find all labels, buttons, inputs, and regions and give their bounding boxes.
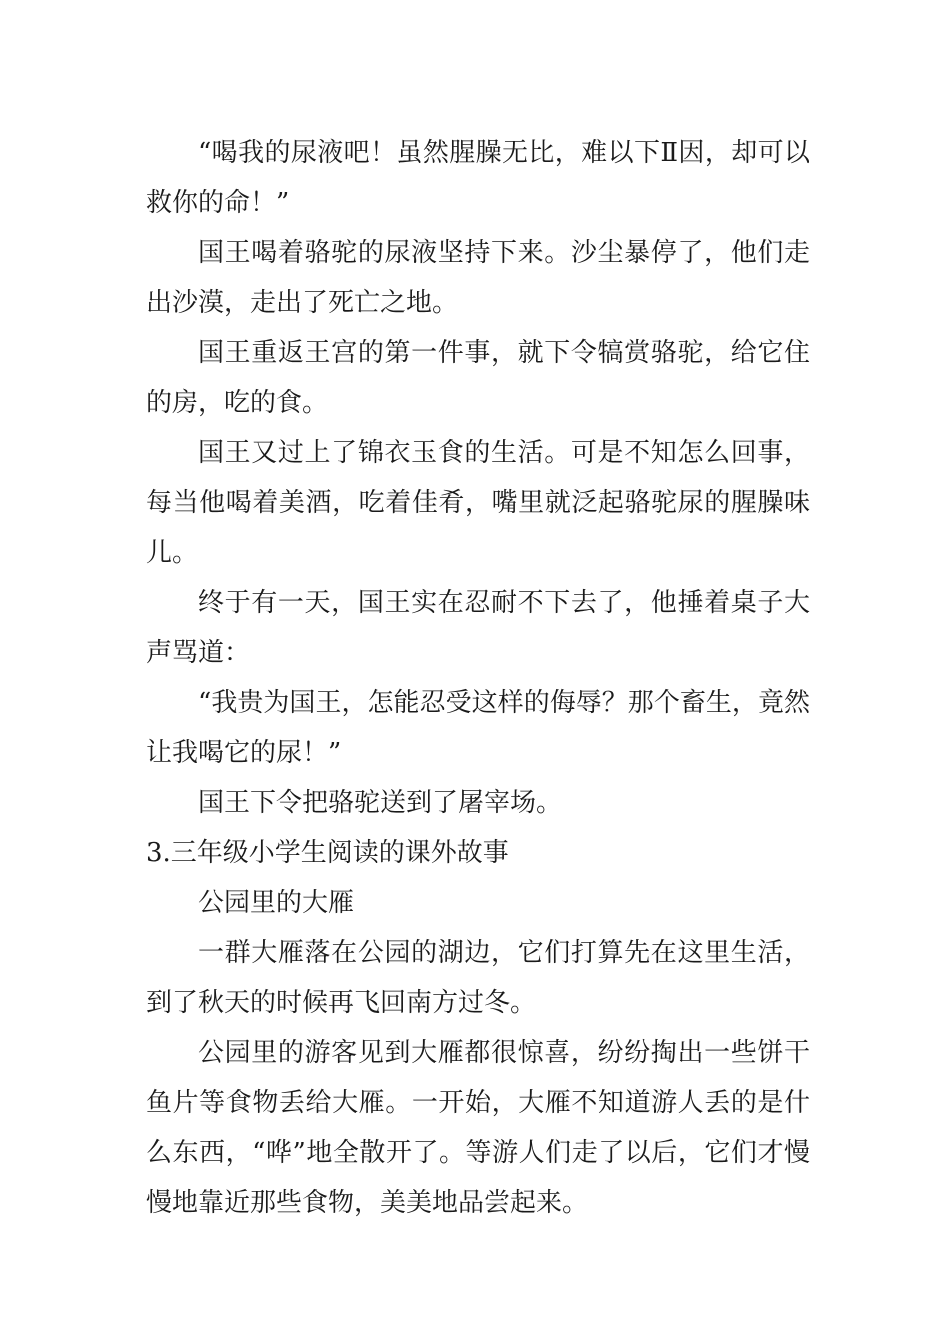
paragraph: 终于有一天，国王实在忍耐不下去了，他捶着桌子大声骂道： [146, 588, 810, 668]
paragraph: 国王下令把骆驼送到了屠宰场。 [198, 788, 563, 818]
paragraph: “喝我的尿液吧！虽然腥臊无比，难以下Ⅱ因，却可以救你的命！” [146, 138, 810, 218]
section-heading: 3.三年级小学生阅读的课外故事 [146, 838, 509, 868]
paragraph: 国王又过上了锦衣玉食的生活。可是不知怎么回事，每当他喝着美酒，吃着佳肴，嘴里就泛起骆驼尿的腥臊味儿。 [146, 438, 810, 568]
paragraph: 一群大雁落在公园的湖边，它们打算先在这里生活，到了秋天的时候再飞回南方过冬。 [146, 938, 810, 1018]
story-title: 公园里的大雁 [198, 888, 355, 918]
paragraph: 国王喝着骆驼的尿液坚持下来。沙尘暴停了，他们走出沙漠，走出了死亡之地。 [146, 238, 810, 318]
paragraph: 公园里的游客见到大雁都很惊喜，纷纷掏出一些饼干鱼片等食物丢给大雁。一开始，大雁不知道游人丢的是什么东西，“哗”地全散开了。等游人们走了以后，它们才慢慢地靠近那些食物，美美地品尝起来。 [146, 1038, 810, 1218]
paragraph: 国王重返王宫的第一件事，就下令犒赏骆驼，给它住的房，吃的食。 [146, 338, 810, 418]
paragraph: “我贵为国王，怎能忍受这样的侮辱？那个畜生，竟然让我喝它的尿！” [146, 688, 810, 768]
document-body [146, 128, 810, 1228]
